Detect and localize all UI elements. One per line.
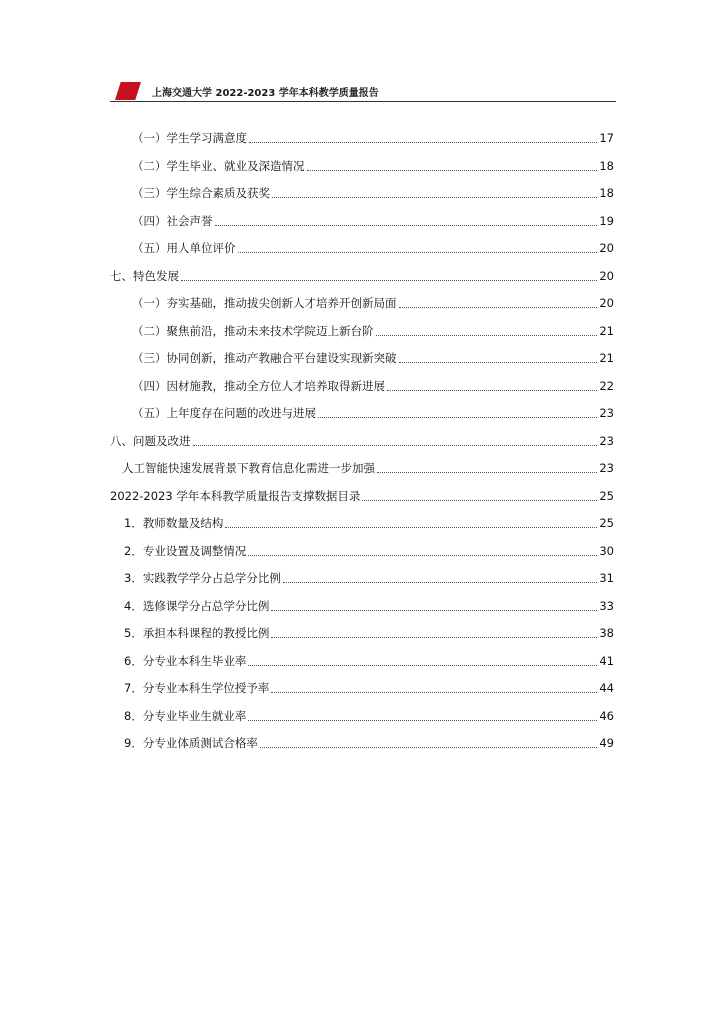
toc-entry-label: 8．分专业毕业生就业率: [124, 708, 247, 723]
toc-entry-label: （三）学生综合素质及获奖: [132, 186, 270, 200]
toc-leader-dots: [307, 170, 598, 171]
toc-entry[interactable]: [122, 456, 614, 476]
toc-leader-dots: [248, 555, 597, 556]
toc-entry-label: （二）聚焦前沿，推动未来技术学院迈上新台阶: [132, 323, 374, 338]
header-rule: [110, 101, 616, 102]
toc-leader-dots: [193, 445, 598, 446]
toc-entry-page: 46: [599, 708, 614, 723]
toc-entry-page: 31: [599, 571, 614, 585]
toc-leader-dots: [215, 225, 598, 226]
toc-leader-dots: [248, 720, 597, 721]
toc-entry[interactable]: [132, 209, 614, 229]
toc-entry-label: 7．分专业本科生学位授予率: [124, 681, 270, 695]
toc-leader-dots: [376, 335, 598, 336]
page-header: [110, 80, 616, 102]
toc-entry-page: 20: [599, 296, 614, 310]
toc-leader-dots: [387, 390, 597, 391]
toc-entry-label: （四）社会声誉: [132, 213, 213, 228]
toc-entry-page: 23: [599, 433, 614, 448]
toc-leader-dots: [399, 307, 598, 308]
toc-entry[interactable]: [124, 731, 614, 751]
toc-entry-label: （五）上年度存在问题的改进与进展: [132, 406, 316, 420]
toc-entry[interactable]: [124, 704, 614, 724]
toc-leader-dots: [318, 417, 597, 418]
toc-leader-dots: [260, 747, 598, 748]
toc-section[interactable]: [110, 264, 614, 284]
toc-entry-label: （五）用人单位评价: [132, 241, 236, 255]
toc-entry-label: （一）学生学习满意度: [132, 131, 247, 145]
toc-entry-label: 6．分专业本科生毕业率: [124, 653, 247, 668]
toc-entry[interactable]: [124, 594, 614, 614]
red-logo-mark: [115, 82, 141, 100]
toc-entry-page: 19: [599, 213, 614, 228]
toc-entry[interactable]: [132, 154, 614, 174]
toc-entry-label: 5．承担本科课程的教授比例: [124, 626, 270, 640]
toc-leader-dots: [181, 280, 597, 281]
toc-entry-page: 20: [599, 268, 614, 283]
toc-entry[interactable]: [124, 566, 614, 586]
toc-entry-label: 1．教师数量及结构: [124, 516, 224, 530]
toc-leader-dots: [377, 472, 597, 473]
toc-entry[interactable]: [132, 126, 614, 146]
toc-entry[interactable]: [132, 401, 614, 421]
toc-entry-label: 八、问题及改进: [110, 433, 191, 448]
toc-entry-page: 44: [599, 681, 614, 695]
toc-entry[interactable]: [132, 374, 614, 394]
toc-leader-dots: [399, 362, 598, 363]
toc-entry-page: 21: [599, 323, 614, 338]
toc-section[interactable]: [110, 484, 614, 504]
toc-leader-dots: [283, 582, 598, 583]
toc-entry-label: 4．选修课学分占总学分比例: [124, 598, 270, 613]
toc-section[interactable]: [110, 429, 614, 449]
toc-entry-label: 七、特色发展: [110, 268, 179, 283]
toc-entry-page: 49: [599, 736, 614, 750]
toc-entry-label: 人工智能快速发展背景下教育信息化需进一步加强: [122, 461, 375, 475]
toc-entry-label: （二）学生毕业、就业及深造情况: [132, 158, 305, 173]
toc-entry-label: 9．分专业体质测试合格率: [124, 736, 258, 750]
toc-entry-label: 2022-2023 学年本科教学质量报告支撑数据目录: [110, 488, 361, 503]
toc-leader-dots: [271, 610, 597, 611]
toc-entry[interactable]: [132, 346, 614, 366]
toc-entry-page: 30: [599, 543, 614, 558]
toc-entry-label: （一）夯实基础，推动拔尖创新人才培养开创新局面: [132, 296, 397, 310]
toc-leader-dots: [271, 692, 597, 693]
toc-leader-dots: [238, 252, 598, 253]
toc-entry-page: 41: [599, 653, 614, 668]
toc-leader-dots: [225, 527, 597, 528]
toc-leader-dots: [271, 637, 597, 638]
toc-entry[interactable]: [132, 236, 614, 256]
toc-entry-page: 22: [599, 378, 614, 393]
toc-entry[interactable]: [124, 649, 614, 669]
toc-entry[interactable]: [132, 319, 614, 339]
toc-entry[interactable]: [124, 539, 614, 559]
toc-entry-page: 23: [599, 406, 614, 420]
toc-entry[interactable]: [132, 291, 614, 311]
toc-entry-page: 23: [599, 461, 614, 475]
header-title: 上海交通大学 2022-2023 学年本科教学质量报告: [152, 88, 379, 99]
toc-entry-label: 2．专业设置及调整情况: [124, 543, 247, 558]
toc-leader-dots: [248, 665, 597, 666]
toc-entry-page: 18: [599, 158, 614, 173]
toc-entry-page: 20: [599, 241, 614, 255]
toc-leader-dots: [362, 500, 597, 501]
toc-entry-page: 33: [599, 598, 614, 613]
toc-entry-page: 17: [599, 131, 614, 145]
toc-leader-dots: [272, 197, 597, 198]
toc-entry[interactable]: [124, 511, 614, 531]
toc-entry[interactable]: [124, 676, 614, 696]
toc-entry-page: 21: [599, 351, 614, 365]
toc-entry-label: （三）协同创新，推动产教融合平台建设实现新突破: [132, 351, 397, 365]
toc-leader-dots: [249, 142, 597, 143]
toc-entry-page: 25: [599, 488, 614, 503]
toc-entry-page: 38: [599, 626, 614, 640]
toc-entry-page: 25: [599, 516, 614, 530]
toc-entry-label: 3．实践教学学分占总学分比例: [124, 571, 281, 585]
toc-entry-label: （四）因材施教，推动全方位人才培养取得新进展: [132, 378, 385, 393]
toc-entry[interactable]: [124, 621, 614, 641]
toc-entry[interactable]: [132, 181, 614, 201]
toc-entry-page: 18: [599, 186, 614, 200]
